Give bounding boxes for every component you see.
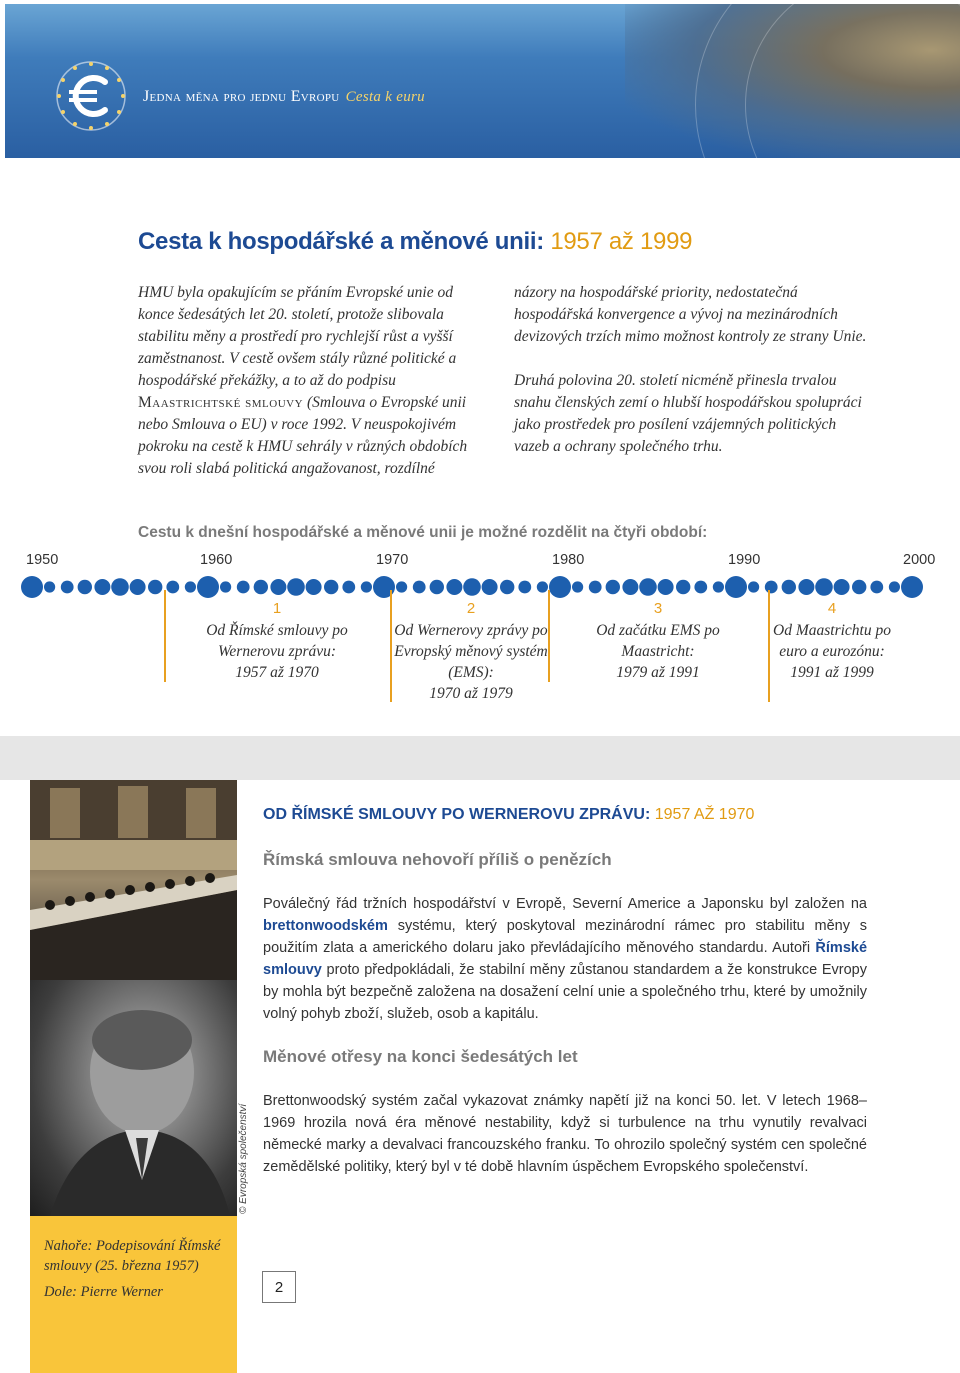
- intro-right-paragraph-1: názory na hospodářské priority, nedostatečná hospodářská konvergence a vývoj na mezinárodních devizových trzích mimo možnost kontroly ze strany Unie.: [514, 284, 867, 345]
- period-title: Od Římské smlouvy po Wernerovu zprávu:: [206, 622, 348, 660]
- timeline-dot: [94, 579, 110, 595]
- period-number: 3: [653, 600, 663, 617]
- page-title: [138, 228, 692, 256]
- timeline-period-1: [192, 598, 362, 683]
- timeline-dot: [852, 580, 866, 594]
- para1-text-a: Poválečný řád tržních hospodářství v Evropě, Severní Americe a Japonsku byl založen na: [263, 896, 867, 912]
- timeline-dot: [446, 579, 462, 595]
- timeline-decade-dot: [549, 576, 571, 598]
- timeline-dot: [782, 580, 796, 594]
- timeline-dot: [834, 579, 850, 595]
- timeline-dot: [870, 581, 883, 594]
- period-number: 1: [272, 600, 282, 617]
- section-heading-text: OD ŘÍMSKÉ SMLOUVY PO WERNEROVU ZPRÁVU:: [263, 806, 651, 823]
- timeline-year: 1960: [200, 552, 233, 568]
- period-line: [164, 590, 166, 682]
- timeline-dot: [798, 579, 814, 595]
- intro-right-paragraph-2: Druhá polovina 20. století nicméně přinesla trvalou snahu členských zemí o hlubší hospodářskou spolupráci jako prostředek pro posílení vzájemných politických vazeb a ochrany společného trhu.: [514, 372, 862, 455]
- page-number: 2: [262, 1271, 296, 1303]
- timeline-year: 1990: [728, 552, 761, 568]
- photo-credit: [238, 1103, 254, 1218]
- photo-caption: [30, 1216, 237, 1373]
- timeline-dot: [713, 581, 724, 592]
- timeline-heading: Cestu k dnešní hospodářské a měnové unii je možné rozdělit na čtyři období:: [138, 524, 708, 541]
- timeline-period-2: [392, 598, 550, 704]
- portrait-illustration: [30, 980, 237, 1216]
- timeline-dot: [270, 579, 286, 595]
- timeline-dot: [254, 580, 268, 594]
- intro-treaty-name: Maastrichtské smlouvy: [138, 394, 304, 411]
- caption-bottom: Dole: Pierre Werner: [44, 1284, 163, 1300]
- section-heading: [263, 806, 754, 824]
- timeline-decade-dot: [901, 576, 923, 598]
- period-years: 1991 až 1999: [790, 664, 874, 681]
- section-heading-years: 1957 AŽ 1970: [654, 806, 755, 823]
- subheading-rome-treaty: Římská smlouva nehovoří příliš o penězích: [263, 850, 612, 869]
- term-rome-treaty: Římské smlouvy: [263, 940, 868, 978]
- period-years: 1970 až 1979: [429, 685, 513, 702]
- timeline-dot: [815, 578, 833, 596]
- timeline-year: 1980: [552, 552, 585, 568]
- paragraph-monetary-shocks: Brettonwoodský systém začal vykazovat známky napětí již na konci 50. let. V letech 1968–1969 hrozila nová éra měnové nestability, když si turbulence na trhu vynutily revalvaci německé marky a devalvaci francouzského franku. To ohrozilo společný systém cen společné zemědělské politiky, který byl v té době hlavním úspěchem Evropského společenství.: [263, 1093, 867, 1175]
- header-title: [143, 88, 425, 106]
- globe-line: [745, 4, 960, 158]
- paragraph-bretton-woods: [263, 893, 867, 1025]
- period-title: Od Maastrichtu po euro a eurozónu:: [773, 622, 891, 660]
- timeline-dot: [482, 579, 498, 595]
- term-brettonwoods: brettonwoodském: [263, 918, 388, 934]
- timeline-dot: [148, 580, 162, 594]
- para1-text-c: proto předpokládali, že stabilní měny zůstanou standardem a že konstrukce Evropy by mohla být bezpečně založena na dosažení celní unie a společného trhu, které by umožnily volný pohyb zboží, služeb, osob a kapitálu.: [263, 962, 867, 1022]
- timeline-dot: [748, 581, 759, 592]
- timeline-decade-dot: [21, 576, 43, 598]
- timeline-decade-dot: [197, 576, 219, 598]
- para1-text-b: systému, který poskytoval mezinárodní rámec pro stabilitu měny s použitím zlata a amerického dolaru jako převládajícího měnového standardu. Autoři: [263, 918, 868, 956]
- timeline-dot: [606, 580, 620, 594]
- timeline-dot: [413, 581, 426, 594]
- timeline-dot: [61, 581, 74, 594]
- timeline-dot: [765, 581, 778, 594]
- photo-rome-treaty-signing: [30, 780, 237, 980]
- timeline-dot: [463, 578, 481, 596]
- section-divider: [0, 736, 960, 780]
- timeline-dot: [306, 579, 322, 595]
- timeline-year: 1970: [376, 552, 409, 568]
- intro-left-text-2: (Smlouva o Evropské unii nebo Smlouva o EU) v roce 1992. V neuspokojivém pokroku na cestě k HMU sehrály v různých obdobích svou roli slabá politická angažovanost, rozdílné: [138, 394, 468, 477]
- caption-top: Nahoře: Podepisování Římské smlouvy (25. března 1957): [44, 1238, 221, 1274]
- timeline-decade-dot: [725, 576, 747, 598]
- timeline-dot: [518, 581, 531, 594]
- timeline-dot: [396, 581, 407, 592]
- timeline-period-4: [770, 598, 894, 683]
- timeline-dot: [324, 580, 338, 594]
- period-number: 4: [827, 600, 837, 617]
- timeline-dot: [694, 581, 707, 594]
- page-title-years: 1957 až 1999: [550, 228, 693, 255]
- timeline-dot: [622, 579, 638, 595]
- timeline-dot: [287, 578, 305, 596]
- period-number: 2: [466, 600, 476, 617]
- timeline-dot: [589, 581, 602, 594]
- period-years: 1979 až 1991: [616, 664, 700, 681]
- header-subtitle: Cesta k euru: [345, 89, 425, 105]
- timeline-dot: [111, 578, 129, 596]
- timeline-dot: [130, 579, 146, 595]
- subheading-monetary-shocks: Měnové otřesy na konci šedesátých let: [263, 1047, 578, 1066]
- timeline-dot: [166, 581, 179, 594]
- period-years: 1957 až 1970: [235, 664, 319, 681]
- period-title: Od začátku EMS po Maastricht:: [596, 622, 720, 660]
- timeline-dot: [658, 579, 674, 595]
- header-title-text: Jedna měna pro jednu Evropu: [143, 88, 340, 105]
- timeline-dot: [676, 580, 690, 594]
- euro-logo-icon: [53, 58, 129, 134]
- timeline-dot: [572, 581, 583, 592]
- timeline-dot: [342, 581, 355, 594]
- intro-right-column: [514, 282, 874, 480]
- timeline-year: 2000: [903, 552, 936, 568]
- timeline-dot: [361, 581, 372, 592]
- timeline-dot: [78, 580, 92, 594]
- intro-left-text-1: HMU byla opakujícím se přáním Evropské unie od konce šedesátých let 20. století, protože slibovala stabilitu měny a prostředí pro rychlejší růst a vyšší zaměstnanost. V cestě ovšem stály různé politické a hospodářské překážky, a to až do podpisu: [138, 284, 457, 389]
- header-banner: [5, 4, 960, 158]
- timeline-dot: [237, 581, 250, 594]
- timeline-dot: [430, 580, 444, 594]
- timeline-dot: [44, 581, 55, 592]
- timeline-dot: [889, 581, 900, 592]
- timeline-dot: [639, 578, 657, 596]
- hall-illustration: [30, 780, 237, 980]
- photo-pierre-werner: [30, 980, 237, 1216]
- intro-left-column: [138, 282, 488, 480]
- timeline-year: 1950: [26, 552, 59, 568]
- period-title: Od Wernerovy zprávy po Evropský měnový systém (EMS):: [394, 622, 548, 681]
- timeline-dot: [500, 580, 514, 594]
- photo-credit-text: © Evropská společenství: [238, 1103, 249, 1214]
- page-title-text: Cesta k hospodářské a měnové unii:: [138, 228, 544, 255]
- timeline-dot: [185, 581, 196, 592]
- timeline-period-3: [578, 598, 738, 683]
- timeline-dot: [220, 581, 231, 592]
- timeline-dot: [537, 581, 548, 592]
